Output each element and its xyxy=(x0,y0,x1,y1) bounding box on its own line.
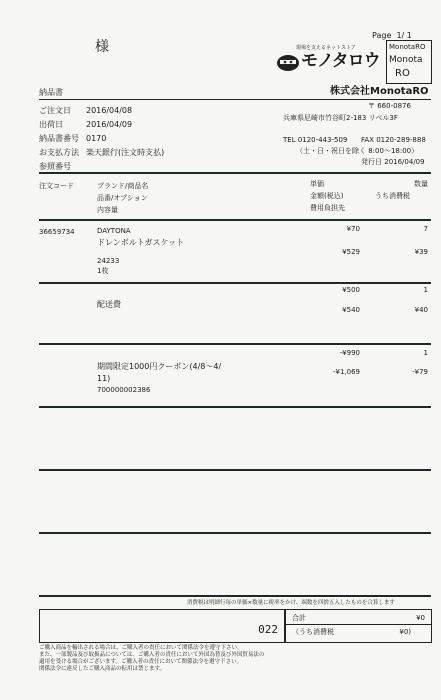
company-fax: FAX 0120-289-888 xyxy=(361,136,426,144)
item2-tax: ¥40 xyxy=(414,306,428,314)
col-option: 品番/オプション xyxy=(97,194,148,202)
remarks-box xyxy=(39,609,285,643)
totals-box xyxy=(285,609,432,643)
tax-total-value: ¥0) xyxy=(399,628,411,636)
company-name: 株式会社MonotaRO xyxy=(330,86,429,97)
row-divider-3 xyxy=(39,406,431,408)
item1-brand: DAYTONA xyxy=(97,227,131,235)
item3-part: 700000002386 xyxy=(97,386,151,394)
item1-unit-price: ¥70 xyxy=(346,225,360,233)
company-hours: （土・日・祝日を除く 8:00～18:00） xyxy=(296,147,419,155)
col-carrier: 費用負担先 xyxy=(310,204,345,212)
honorific-sama: 様 xyxy=(95,39,109,55)
title-divider xyxy=(39,99,431,100)
logo-mascot-icon xyxy=(276,52,300,76)
reference-number-label: 参照番号 xyxy=(39,162,71,171)
logo-tagline: 現場を支えるネットストア xyxy=(296,45,356,51)
tax-total-label: （うち消費税 xyxy=(292,628,334,636)
item1-quantity: 7 xyxy=(423,225,428,233)
item2-quantity: 1 xyxy=(423,286,428,294)
order-date-label: ご注文日 xyxy=(39,106,71,115)
item1-content: 1枚 xyxy=(97,267,109,275)
row-divider-2 xyxy=(39,343,431,345)
document-title: 納品書 xyxy=(39,88,63,97)
payment-method-label: お支払方法 xyxy=(39,148,79,157)
total-value: ¥0 xyxy=(416,614,425,622)
company-address: 兵庫県尼崎市竹谷町2-183 リベル3F xyxy=(283,114,398,122)
totals-divider xyxy=(286,624,431,625)
col-unit-price: 単価 xyxy=(310,180,324,188)
item1-tax: ¥39 xyxy=(414,248,428,256)
item3-tax: -¥79 xyxy=(412,368,428,376)
item3-name-cont: 11) xyxy=(97,374,111,383)
ship-date-label: 出荷日 xyxy=(39,120,63,129)
item3-amount: -¥1,069 xyxy=(332,368,360,376)
export-note-4: 関係法令に違反したご購入商品の転用は禁じます。 xyxy=(39,666,166,672)
item2-amount: ¥540 xyxy=(342,306,360,314)
export-note-3: 適用を受ける場合がございます。ご購入者の責任において関係法令を遵守下さい。 xyxy=(39,659,243,665)
item1-name: ドレンボルトガスケット xyxy=(97,238,185,247)
row-divider-4 xyxy=(39,469,431,471)
col-tax: うち消費税 xyxy=(375,192,410,200)
payment-method-value: 楽天銀行(注文時支払) xyxy=(86,148,165,157)
item3-unit-price: -¥990 xyxy=(339,349,360,357)
col-content: 内容量 xyxy=(97,206,118,214)
order-date-value: 2016/04/08 xyxy=(86,106,133,115)
header-divider xyxy=(39,172,431,174)
issue-date: 発行日 2016/04/09 xyxy=(361,158,425,166)
logo-text: モノタロウ xyxy=(301,51,380,71)
total-label: 合計 xyxy=(292,614,306,622)
tax-note: 消費税は明細行毎の単価×数量に税率をかけ、端数を四捨五入したものを合算します xyxy=(187,600,395,606)
col-quantity: 数量 xyxy=(414,180,428,188)
company-tel: TEL 0120-443-509 xyxy=(283,136,348,144)
item3-quantity: 1 xyxy=(423,349,428,357)
item1-part: 24233 xyxy=(97,257,120,265)
columns-divider xyxy=(39,219,431,221)
page-label: Page 1/ 1 xyxy=(372,31,412,40)
logo-monotaro-box: MonotaRO Monota RO xyxy=(386,40,432,84)
item2-name: 配送費 xyxy=(97,300,121,309)
item1-code: 36659734 xyxy=(39,228,75,236)
col-brand: ブランド/商品名 xyxy=(97,182,149,190)
delivery-number-label: 納品書番号 xyxy=(39,134,79,143)
ship-date-value: 2016/04/09 xyxy=(86,120,133,129)
delivery-number-value: 0170 xyxy=(86,134,107,143)
export-note-1: ご購入商品を輸出される場合は、ご購入者の責任において関係法令を遵守下さい。 xyxy=(39,645,243,651)
company-postal: 〒 660-0876 xyxy=(368,102,411,110)
col-amount: 金額(税込) xyxy=(310,192,344,200)
export-note-2: また、一部製品及び取扱品については、ご購入者の責任において外国為替及び外国貿易法の xyxy=(39,652,265,658)
item2-unit-price: ¥500 xyxy=(342,286,360,294)
row-divider-5 xyxy=(39,532,431,534)
remarks-number: 022 xyxy=(258,623,278,636)
item1-amount: ¥529 xyxy=(342,248,360,256)
row-divider-1 xyxy=(39,282,431,284)
col-order-code: 注文コード xyxy=(39,182,74,190)
item3-name: 期間限定1000円クーポン(4/8～4/ xyxy=(97,362,222,371)
row-divider-6 xyxy=(39,595,431,597)
